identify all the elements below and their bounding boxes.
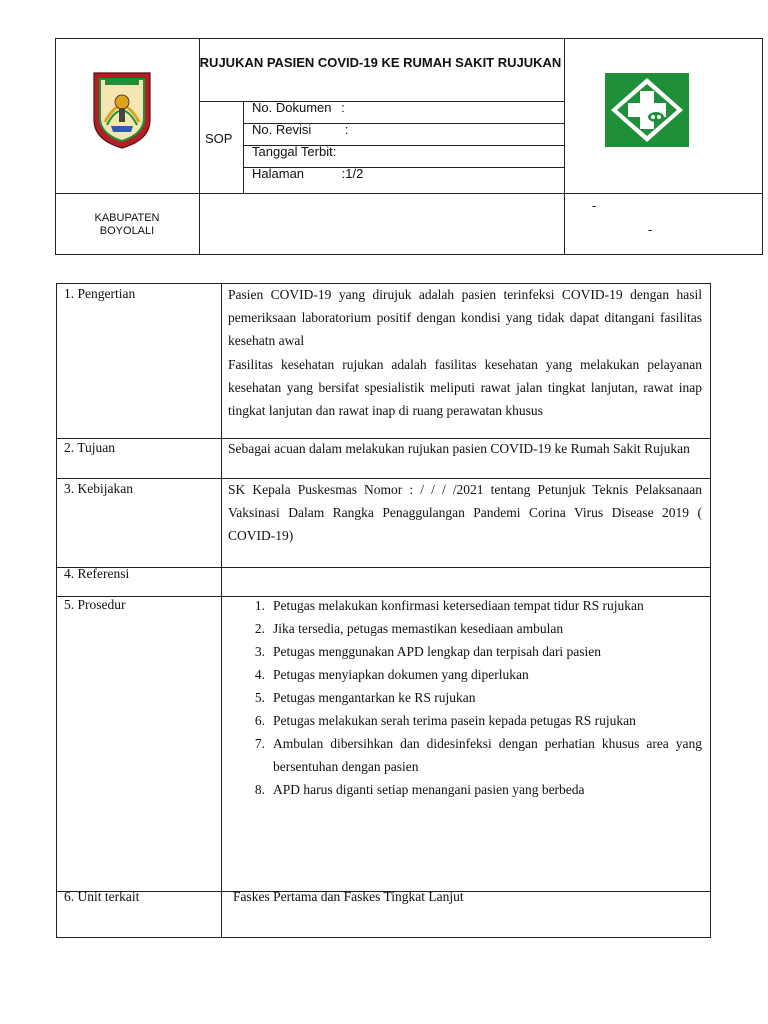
policy-text: SK Kepala Puskesmas Nomor : / / / /2021 tentang Petunjuk Teknis Pelaksanaan Vaksinasi Dalam Rangka Penaggulangan Pandemi Corina Virus Disease 2019 ( COVID-19): [228, 482, 702, 544]
procedure-text: Petugas menggunakan APD lengkap dan terpisah dari pasien: [273, 644, 602, 659]
meta-value: 1/2: [345, 166, 364, 181]
procedure-text: Jika tersedia, petugas memastikan kesediaan ambulan: [273, 621, 564, 636]
meta-separator: :: [332, 144, 337, 159]
procedure-number: 5.: [254, 690, 265, 705]
meta-label: Tanggal Terbit: [252, 144, 333, 159]
procedure-item: [241, 778, 702, 801]
procedure-number: 8.: [254, 782, 265, 797]
meta-label: No. Revisi: [252, 122, 312, 137]
procedure-text: Petugas menyiapkan dokumen yang diperlukan: [273, 667, 529, 682]
procedure-text: Petugas mengantarkan ke RS rujukan: [273, 690, 476, 705]
procedure-text: APD harus diganti setiap menangani pasien yang berbeda: [273, 782, 585, 797]
meta-row-document-number: [252, 100, 345, 115]
label-kebijakan: 3. Kebijakan: [64, 481, 133, 496]
procedure-number: 3.: [254, 644, 265, 659]
label-prosedur: 5. Prosedur: [64, 597, 126, 612]
procedure-number: 6.: [254, 713, 265, 728]
regency-line-2: BOYOLALI: [99, 225, 155, 237]
procedure-item: [241, 640, 702, 663]
meta-label: Halaman: [252, 166, 305, 181]
procedure-number: 2.: [254, 621, 265, 636]
definition-paragraph-1: Pasien COVID-19 yang dirujuk adalah pasien terinfeksi COVID-19 dengan hasil pemeriksaan laboratorium positif dengan kondisi yang tidak dapat ditangani fasilitas kesehatn awal: [228, 287, 702, 349]
label-unit-terkait: 6. Unit terkait: [64, 889, 140, 904]
regency-emblem: [91, 70, 153, 150]
puskesmas-logo: [605, 73, 689, 147]
meta-separator: :: [344, 122, 349, 137]
document-title: RUJUKAN PASIEN COVID-19 KE RUMAH SAKIT RUJUKAN: [199, 55, 562, 70]
health-cross-icon: [605, 73, 689, 147]
regency-name: [56, 212, 198, 238]
meta-separator: :: [341, 166, 346, 181]
procedure-item: [241, 686, 702, 709]
meta-label: No. Dokumen: [252, 100, 332, 115]
procedure-number: 4.: [254, 667, 265, 682]
procedure-text: Petugas melakukan konfirmasi ketersediaan tempat tidur RS rujukan: [273, 598, 644, 613]
procedure-number: 1.: [254, 598, 265, 613]
meta-row-page: [252, 166, 363, 181]
label-tujuan: 2. Tujuan: [64, 440, 116, 455]
meta-separator: :: [341, 100, 345, 115]
procedure-item: [241, 663, 702, 686]
meta-row-issue-date: [252, 144, 336, 159]
regency-line-1: KABUPATEN: [94, 212, 160, 224]
procedure-item: [241, 594, 702, 617]
procedure-item: [241, 732, 702, 778]
procedure-list: [241, 594, 702, 801]
signature-dash-2: -: [648, 222, 653, 237]
sop-label: SOP: [205, 131, 233, 146]
definition-text: [228, 283, 702, 422]
procedure-number: 7.: [254, 736, 265, 751]
purpose-text: Sebagai acuan dalam melakukan rujukan pasien COVID-19 ke Rumah Sakit Rujukan: [228, 441, 690, 456]
label-pengertian: 1. Pengertian: [64, 286, 136, 301]
procedure-text: Petugas melakukan serah terima pasein kepada petugas RS rujukan: [273, 713, 636, 728]
related-units-text: Faskes Pertama dan Faskes Tingkat Lanjut: [233, 889, 464, 904]
regency-shield-icon: [91, 70, 153, 150]
procedure-item: [241, 709, 702, 732]
signature-dash-1: -: [592, 198, 597, 213]
procedure-text: Ambulan dibersihkan dan didesinfeksi dengan perhatian khusus area yang bersentuhan dengan pasien: [273, 736, 702, 774]
definition-paragraph-2: Fasilitas kesehatan rujukan adalah fasilitas kesehatan yang melakukan pelayanan kesehatan yang bersifat spesialistik meliputi rawat jalan tingkat lanjutan, rawat inap tingkat lanjutan dan rawat inap di ruang perawatan khusus: [228, 356, 702, 419]
meta-row-revision: [252, 122, 349, 137]
label-referensi: 4. Referensi: [64, 566, 130, 581]
procedure-item: [241, 617, 702, 640]
